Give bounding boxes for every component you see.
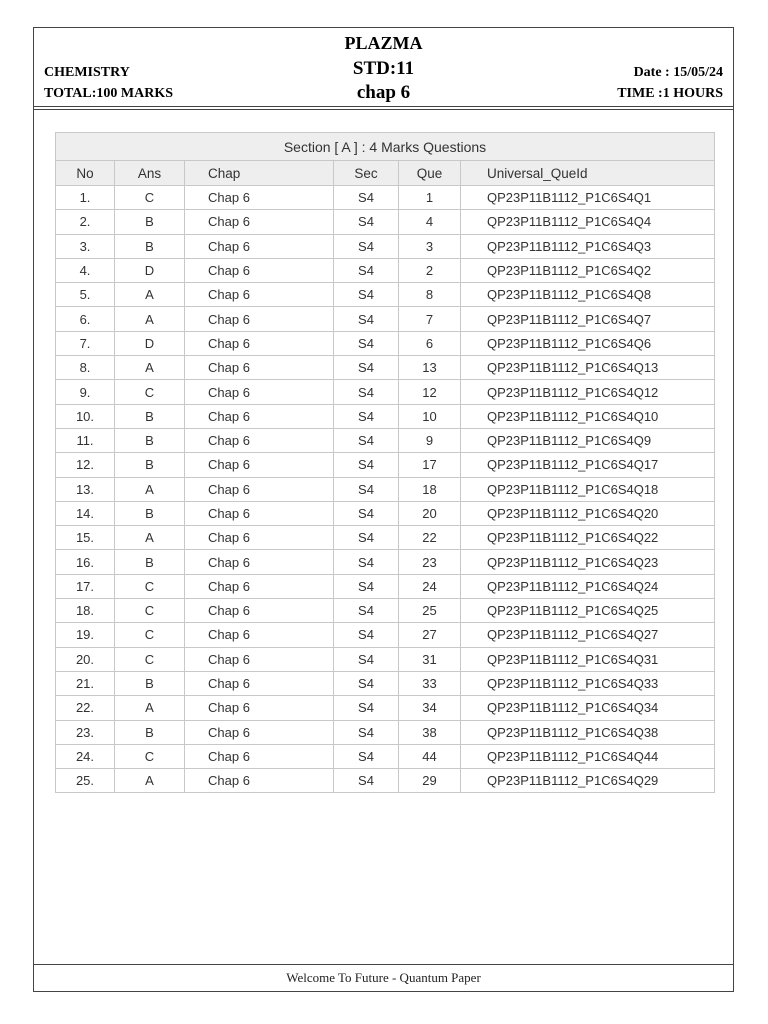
date-label: Date : 15/05/24 (633, 65, 723, 80)
cell-chapter: Chap 6 (185, 696, 334, 720)
cell-answer: C (115, 186, 185, 210)
cell-no: 4. (56, 258, 115, 282)
cell-section: S4 (334, 526, 399, 550)
cell-universal-queid: QP23P11B1112_P1C6S4Q10 (461, 404, 715, 428)
cell-chapter: Chap 6 (185, 477, 334, 501)
cell-question: 10 (399, 404, 461, 428)
table-row (56, 428, 715, 452)
cell-answer: B (115, 234, 185, 258)
cell-universal-queid: QP23P11B1112_P1C6S4Q17 (461, 453, 715, 477)
cell-answer: B (115, 720, 185, 744)
cell-universal-queid: QP23P11B1112_P1C6S4Q25 (461, 599, 715, 623)
cell-chapter: Chap 6 (185, 258, 334, 282)
cell-question: 8 (399, 283, 461, 307)
column-header-universal-queid: Universal_QueId (461, 161, 715, 186)
cell-no: 22. (56, 696, 115, 720)
cell-answer: A (115, 356, 185, 380)
cell-universal-queid: QP23P11B1112_P1C6S4Q33 (461, 671, 715, 695)
cell-universal-queid: QP23P11B1112_P1C6S4Q34 (461, 696, 715, 720)
cell-answer: B (115, 453, 185, 477)
cell-no: 12. (56, 453, 115, 477)
table-row (56, 331, 715, 355)
cell-question: 3 (399, 234, 461, 258)
cell-universal-queid: QP23P11B1112_P1C6S4Q18 (461, 477, 715, 501)
column-header-sec: Sec (334, 161, 399, 186)
table-row (56, 186, 715, 210)
cell-chapter: Chap 6 (185, 453, 334, 477)
table-row (56, 744, 715, 768)
cell-question: 13 (399, 356, 461, 380)
cell-chapter: Chap 6 (185, 720, 334, 744)
table-row (56, 769, 715, 793)
cell-question: 27 (399, 623, 461, 647)
time-label: TIME :1 HOURS (617, 86, 723, 101)
cell-question: 22 (399, 526, 461, 550)
cell-question: 24 (399, 574, 461, 598)
cell-no: 14. (56, 501, 115, 525)
answer-key-table (55, 132, 715, 793)
answer-key-table-wrapper (55, 132, 715, 793)
cell-answer: B (115, 428, 185, 452)
cell-section: S4 (334, 283, 399, 307)
cell-section: S4 (334, 720, 399, 744)
cell-section: S4 (334, 477, 399, 501)
cell-universal-queid: QP23P11B1112_P1C6S4Q29 (461, 769, 715, 793)
cell-question: 7 (399, 307, 461, 331)
cell-chapter: Chap 6 (185, 526, 334, 550)
cell-chapter: Chap 6 (185, 234, 334, 258)
cell-question: 1 (399, 186, 461, 210)
page-footer: Welcome To Future - Quantum Paper (34, 964, 733, 991)
cell-chapter: Chap 6 (185, 501, 334, 525)
cell-universal-queid: QP23P11B1112_P1C6S4Q12 (461, 380, 715, 404)
cell-section: S4 (334, 501, 399, 525)
cell-chapter: Chap 6 (185, 428, 334, 452)
cell-no: 11. (56, 428, 115, 452)
cell-answer: C (115, 744, 185, 768)
cell-answer: A (115, 283, 185, 307)
cell-no: 13. (56, 477, 115, 501)
cell-answer: A (115, 769, 185, 793)
standard-label: STD:11 (352, 58, 415, 79)
cell-chapter: Chap 6 (185, 574, 334, 598)
cell-chapter: Chap 6 (185, 550, 334, 574)
cell-universal-queid: QP23P11B1112_P1C6S4Q8 (461, 283, 715, 307)
subject-label: CHEMISTRY (44, 65, 130, 80)
cell-section: S4 (334, 404, 399, 428)
cell-section: S4 (334, 647, 399, 671)
cell-chapter: Chap 6 (185, 307, 334, 331)
header-divider-bottom (34, 109, 733, 110)
cell-question: 6 (399, 331, 461, 355)
table-row (56, 696, 715, 720)
cell-universal-queid: QP23P11B1112_P1C6S4Q1 (461, 186, 715, 210)
header-divider-top (34, 106, 733, 107)
cell-universal-queid: QP23P11B1112_P1C6S4Q24 (461, 574, 715, 598)
table-row (56, 307, 715, 331)
cell-question: 20 (399, 501, 461, 525)
table-row (56, 283, 715, 307)
table-row (56, 404, 715, 428)
cell-answer: C (115, 599, 185, 623)
cell-section: S4 (334, 671, 399, 695)
cell-section: S4 (334, 599, 399, 623)
cell-no: 15. (56, 526, 115, 550)
cell-question: 4 (399, 210, 461, 234)
cell-no: 1. (56, 186, 115, 210)
cell-section: S4 (334, 550, 399, 574)
table-row (56, 574, 715, 598)
cell-chapter: Chap 6 (185, 671, 334, 695)
cell-answer: B (115, 210, 185, 234)
table-row (56, 453, 715, 477)
cell-question: 38 (399, 720, 461, 744)
cell-no: 19. (56, 623, 115, 647)
table-row (56, 258, 715, 282)
cell-chapter: Chap 6 (185, 769, 334, 793)
table-row (56, 234, 715, 258)
cell-question: 29 (399, 769, 461, 793)
cell-universal-queid: QP23P11B1112_P1C6S4Q38 (461, 720, 715, 744)
table-row (56, 526, 715, 550)
table-row (56, 356, 715, 380)
cell-question: 23 (399, 550, 461, 574)
cell-chapter: Chap 6 (185, 404, 334, 428)
cell-question: 44 (399, 744, 461, 768)
cell-no: 17. (56, 574, 115, 598)
cell-section: S4 (334, 234, 399, 258)
cell-no: 7. (56, 331, 115, 355)
cell-chapter: Chap 6 (185, 380, 334, 404)
cell-section: S4 (334, 623, 399, 647)
cell-chapter: Chap 6 (185, 623, 334, 647)
cell-answer: C (115, 380, 185, 404)
answer-key-rows (56, 186, 715, 793)
cell-chapter: Chap 6 (185, 599, 334, 623)
cell-no: 6. (56, 307, 115, 331)
cell-answer: D (115, 258, 185, 282)
cell-chapter: Chap 6 (185, 356, 334, 380)
page-title: PLAZMA (344, 33, 423, 53)
column-header-no: No (56, 161, 115, 186)
cell-section: S4 (334, 453, 399, 477)
cell-no: 18. (56, 599, 115, 623)
cell-answer: A (115, 696, 185, 720)
cell-question: 2 (399, 258, 461, 282)
cell-section: S4 (334, 356, 399, 380)
cell-section: S4 (334, 210, 399, 234)
cell-question: 25 (399, 599, 461, 623)
page-header (34, 28, 733, 106)
cell-universal-queid: QP23P11B1112_P1C6S4Q3 (461, 234, 715, 258)
cell-section: S4 (334, 769, 399, 793)
cell-universal-queid: QP23P11B1112_P1C6S4Q4 (461, 210, 715, 234)
table-row (56, 647, 715, 671)
cell-universal-queid: QP23P11B1112_P1C6S4Q9 (461, 428, 715, 452)
cell-no: 25. (56, 769, 115, 793)
cell-question: 31 (399, 647, 461, 671)
cell-chapter: Chap 6 (185, 744, 334, 768)
section-title: Section [ A ] : 4 Marks Questions (56, 133, 715, 161)
cell-universal-queid: QP23P11B1112_P1C6S4Q27 (461, 623, 715, 647)
cell-chapter: Chap 6 (185, 647, 334, 671)
cell-no: 24. (56, 744, 115, 768)
cell-universal-queid: QP23P11B1112_P1C6S4Q31 (461, 647, 715, 671)
cell-answer: B (115, 501, 185, 525)
cell-question: 34 (399, 696, 461, 720)
table-row (56, 720, 715, 744)
cell-no: 3. (56, 234, 115, 258)
cell-answer: A (115, 526, 185, 550)
cell-no: 10. (56, 404, 115, 428)
cell-question: 12 (399, 380, 461, 404)
cell-chapter: Chap 6 (185, 331, 334, 355)
table-row (56, 671, 715, 695)
cell-universal-queid: QP23P11B1112_P1C6S4Q2 (461, 258, 715, 282)
cell-no: 5. (56, 283, 115, 307)
table-row (56, 210, 715, 234)
cell-answer: B (115, 671, 185, 695)
cell-question: 18 (399, 477, 461, 501)
cell-no: 16. (56, 550, 115, 574)
column-header-ans: Ans (115, 161, 185, 186)
cell-answer: C (115, 574, 185, 598)
table-row (56, 477, 715, 501)
cell-question: 33 (399, 671, 461, 695)
cell-answer: A (115, 477, 185, 501)
cell-universal-queid: QP23P11B1112_P1C6S4Q7 (461, 307, 715, 331)
total-marks-label: TOTAL:100 MARKS (44, 86, 173, 101)
cell-answer: A (115, 307, 185, 331)
chapter-label: chap 6 (356, 82, 411, 103)
cell-section: S4 (334, 380, 399, 404)
cell-no: 21. (56, 671, 115, 695)
cell-chapter: Chap 6 (185, 283, 334, 307)
cell-answer: D (115, 331, 185, 355)
cell-section: S4 (334, 696, 399, 720)
cell-question: 17 (399, 453, 461, 477)
cell-chapter: Chap 6 (185, 210, 334, 234)
table-row (56, 550, 715, 574)
column-header-que: Que (399, 161, 461, 186)
table-row (56, 623, 715, 647)
cell-no: 8. (56, 356, 115, 380)
table-row (56, 599, 715, 623)
cell-universal-queid: QP23P11B1112_P1C6S4Q6 (461, 331, 715, 355)
cell-no: 9. (56, 380, 115, 404)
cell-section: S4 (334, 186, 399, 210)
cell-section: S4 (334, 428, 399, 452)
cell-section: S4 (334, 744, 399, 768)
cell-answer: C (115, 647, 185, 671)
column-header-row (56, 161, 715, 186)
table-row (56, 501, 715, 525)
cell-section: S4 (334, 307, 399, 331)
column-header-chap: Chap (185, 161, 334, 186)
cell-section: S4 (334, 331, 399, 355)
cell-no: 2. (56, 210, 115, 234)
cell-universal-queid: QP23P11B1112_P1C6S4Q13 (461, 356, 715, 380)
cell-no: 20. (56, 647, 115, 671)
cell-answer: C (115, 623, 185, 647)
page-frame (33, 27, 734, 992)
cell-universal-queid: QP23P11B1112_P1C6S4Q23 (461, 550, 715, 574)
cell-answer: B (115, 550, 185, 574)
cell-universal-queid: QP23P11B1112_P1C6S4Q44 (461, 744, 715, 768)
cell-section: S4 (334, 574, 399, 598)
cell-answer: B (115, 404, 185, 428)
table-row (56, 380, 715, 404)
cell-chapter: Chap 6 (185, 186, 334, 210)
cell-universal-queid: QP23P11B1112_P1C6S4Q22 (461, 526, 715, 550)
cell-universal-queid: QP23P11B1112_P1C6S4Q20 (461, 501, 715, 525)
cell-no: 23. (56, 720, 115, 744)
cell-question: 9 (399, 428, 461, 452)
cell-section: S4 (334, 258, 399, 282)
